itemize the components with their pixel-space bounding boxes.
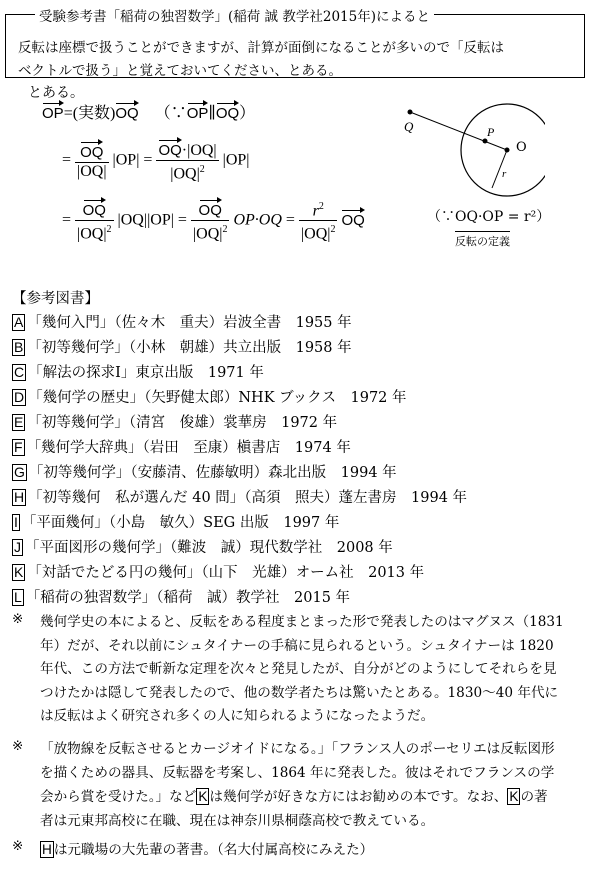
note-3-text: は元職場の大先輩の著書。（名大付属高校にみえた） <box>53 842 374 858</box>
reference-key: L <box>14 589 22 605</box>
vector-op: OP <box>42 101 64 122</box>
reference-key: G <box>14 464 25 480</box>
note-1-line: 幾何学史の本によると、反転をある程度まとまった形で発表したのはマグヌス（1831 <box>40 614 564 630</box>
fraction-oq-over-sq <box>75 198 114 243</box>
fraction-r2-over-sq <box>299 198 338 244</box>
note-1-line: つけたかは隠して発表したので、他の数学者たちは驚いたとある。1830～40 年代に <box>40 684 559 701</box>
equals-sign: = <box>62 211 72 229</box>
quote-line-1: 反転は座標で扱うことができますが、計算が面倒になることが多いので「反転は <box>18 40 504 56</box>
reference-text: 「初等幾何学」（安藤清、佐藤敏明）森北出版 1994 年 <box>28 465 397 481</box>
point-q <box>408 110 413 115</box>
reference-text: 「平面図形の幾何学」（難波 誠）現代数学社 2008 年 <box>25 540 393 556</box>
note-1-line: 年）だが、それ以前にシュタイナーの手稿に見られるという。シュタイナーは 1820 <box>40 637 554 654</box>
reference-key-k: K <box>198 789 208 804</box>
reference-key: B <box>14 339 24 355</box>
after-quote-text: とある。 <box>28 85 84 101</box>
abs-oq: |OQ| <box>300 225 331 243</box>
equals-sign: = <box>143 151 153 169</box>
reference-item <box>12 411 337 432</box>
equals-real-number: =(実数) <box>63 105 116 122</box>
fraction-dot-over-sq <box>156 138 218 183</box>
vector-op-because: OP <box>187 101 209 122</box>
vector-oq: OQ <box>158 138 181 160</box>
equals-sign: = <box>177 211 187 229</box>
reference-text: 「初等幾何学」（清宮 俊雄）裳華房 1972 年 <box>27 415 338 431</box>
abs-oq: |OQ| <box>187 142 217 159</box>
r-symbol: r <box>312 202 319 220</box>
vector-oq: OQ <box>80 140 103 162</box>
reference-item <box>12 336 352 357</box>
because-definition: （∵OQ·OP = r²） <box>427 209 551 225</box>
label-o: O <box>516 140 527 155</box>
note-2-text: 会から賞を受けた。」など <box>40 789 197 805</box>
note-2-line: を描くための器具、反転器を考案し、1864 年に発表した。彼はそれでフランスの学 <box>40 764 555 781</box>
point-o <box>505 148 510 153</box>
reference-key: D <box>14 389 25 405</box>
abs-oq: |OQ| <box>77 225 107 243</box>
reference-item <box>12 361 264 382</box>
fraction-oq-over-sq <box>191 198 230 243</box>
because-close: ） <box>239 105 256 122</box>
reference-key: F <box>14 439 23 455</box>
reference-item <box>12 561 424 582</box>
note-1-line: は反転はよく研究され多くの人に知られるようになったようだ。 <box>40 708 435 724</box>
abs-op: |OP| <box>222 151 250 169</box>
reference-item <box>12 386 407 407</box>
note-1-body <box>40 611 600 729</box>
exponent-2: 2 <box>222 224 228 236</box>
exponent-2: 2 <box>106 224 112 236</box>
label-q: Q <box>404 119 414 134</box>
reference-item <box>12 586 350 607</box>
reference-text: 「対話でたどる円の幾何」（山下 光雄）オーム社 2013 年 <box>27 565 425 581</box>
equation-line-2 <box>62 138 249 183</box>
label-r: r <box>502 168 507 180</box>
abs-oq: |OQ| <box>192 225 223 243</box>
reference-item <box>12 536 393 557</box>
reference-key: C <box>14 364 25 380</box>
dot-operator: · <box>181 142 188 159</box>
parallel-symbol: ∥ <box>208 105 216 122</box>
reference-key: A <box>14 314 24 330</box>
reference-text: 「幾何学の歴史」（矢野健太郎）NHK ブックス 1972 年 <box>28 390 407 406</box>
equals-sign: = <box>62 151 72 169</box>
reference-key: E <box>14 414 24 430</box>
reference-key: K <box>14 564 24 580</box>
abs-op: |OP| <box>147 211 174 229</box>
equation-line-3 <box>62 198 365 244</box>
equation-line-1 <box>42 100 255 123</box>
vector-oq: OQ <box>341 208 364 229</box>
fraction-oq-over-abs <box>75 140 109 181</box>
reference-item <box>12 436 351 457</box>
because-open: （∵ <box>154 105 187 122</box>
vector-oq: OQ <box>199 198 222 220</box>
note-2-text: は幾何学が好きな方にはお勧めの本です。なお、 <box>209 789 508 805</box>
references-heading: 【参考図書】 <box>12 291 99 307</box>
vector-oq: OQ <box>115 101 138 122</box>
note-mark: ※ <box>12 838 24 854</box>
reference-item <box>12 311 352 332</box>
note-2-line <box>40 785 600 810</box>
reference-text: 「稲荷の独習数学」（稲荷 誠）教学社 2015 年 <box>25 590 351 606</box>
reference-text: 「平面幾何」（小島 敏久）SEG 出版 1997 年 <box>21 515 340 531</box>
abs-oq: |OQ| <box>117 211 148 229</box>
note-3-body <box>40 838 600 863</box>
reference-text: 「幾何学大辞典」（岩田 至康）槇書店 1974 年 <box>26 440 351 456</box>
reference-text: 「幾何入門」（佐々木 重夫）岩波全書 1955 年 <box>27 315 352 331</box>
note-mark: ※ <box>12 738 24 754</box>
note-2-body <box>40 738 600 833</box>
reference-text: 「初等幾何学」（小林 朝雄）共立出版 1958 年 <box>27 340 352 356</box>
quote-caption: 受験参考書「稲荷の独習数学」(稲荷 誠 教学社2015年)によると <box>35 5 434 25</box>
equals-sign: = <box>285 211 295 229</box>
op-dot-oq: OP·OQ <box>233 211 282 229</box>
quote-line-2: ベクトルで扱う」と覚えておいてください、とある。 <box>18 63 342 79</box>
inversion-definition-label: 反転の定義 <box>455 231 510 249</box>
reference-key: H <box>14 489 25 505</box>
reference-key-k: K <box>509 789 519 804</box>
abs-oq: |OQ| <box>77 163 107 181</box>
vector-oq-because: OQ <box>216 101 239 122</box>
exponent-2: 2 <box>199 164 205 175</box>
reference-item <box>12 461 397 482</box>
reference-item <box>12 511 339 532</box>
note-2-line: 「放物線を反転させるとカージオイドになる。」「フランス人のポーセリエは反転図形 <box>40 741 555 757</box>
abs-oq: |OQ| <box>170 165 200 183</box>
abs-op: |OP| <box>112 151 140 169</box>
note-mark: ※ <box>12 611 24 627</box>
vector-oq: OQ <box>83 198 106 220</box>
label-p: P <box>487 125 495 139</box>
note-1-line: 年代、この方法で斬新な定理を次々と発見したが、自分がどのようにしてそれらを見 <box>40 661 557 677</box>
note-2-text: の著 <box>520 789 548 805</box>
reference-key: I <box>14 514 18 530</box>
exponent-2: 2 <box>330 224 336 236</box>
reference-text: 「解法の探求Ⅰ」東京出版 1971 年 <box>28 365 264 381</box>
reference-text: 「初等幾何 私が選んだ 40 問」（高須 照夫）蓬左書房 1994 年 <box>28 490 468 506</box>
reference-item <box>12 486 467 507</box>
reference-key-h: H <box>42 842 52 857</box>
reference-key: J <box>14 539 21 555</box>
note-2-line: 者は元東邦高校に在職、現在は神奈川県桐蔭高校で教えている。 <box>40 812 435 829</box>
inversion-circle <box>461 104 545 196</box>
exponent-2: 2 <box>318 201 324 212</box>
